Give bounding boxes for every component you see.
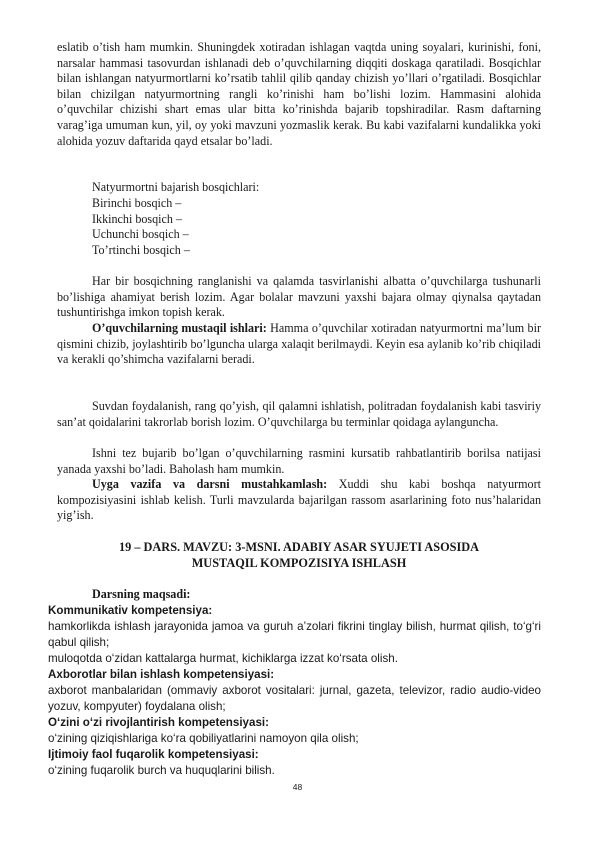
lesson-title-line1: 19 – DARS. MAVZU: 3-MSNI. ADABIY ASAR SYUJETI ASOSIDA <box>118 540 480 554</box>
information-competence-item: axborot manbalaridan (ommaviy axborot vositalari: jurnal, gazeta, televizor, radio audio-video yozuv, kompyuter) foydalana olish; <box>48 684 541 713</box>
homework-label: Uyga vazifa va darsni mustahkamlash: <box>92 477 328 491</box>
stages-heading: Natyurmortni bajarish bosqichlari: <box>92 180 260 194</box>
information-competence-heading: Axborotlar bilan ishlash kompetensiyasi: <box>48 668 275 681</box>
lesson-title-line2: MUSTAQIL KOMPOZISIYA ISHLASH <box>191 556 407 570</box>
communicative-competence-item: hamkorlikda ishlash jarayonida jamoa va guruh a’zolari fikrini tinglay bilish, hurmat qilish, to‘g‘ri qabul qilish; <box>48 620 541 649</box>
page-number: 48 <box>292 782 303 792</box>
objectives-heading: Darsning maqsadi: <box>92 587 191 601</box>
civic-competence-heading: Ijtimoiy faol fuqarolik kompetensiyasi: <box>48 748 259 761</box>
stage-item: Uchunchi bosqich – <box>92 227 189 241</box>
stage-item: Ikkinchi bosqich – <box>92 212 183 226</box>
independent-work-label: O’quvchilarning mustaqil ishlari: <box>92 321 267 335</box>
stage-item: To’rtinchi bosqich – <box>92 243 190 257</box>
assessment-paragraph: Ishni tez bujarib bo’lgan o’quvchilarning rasmini kursatib rahbatlantirib borilsa natijasi yanada yaxshi bo’ladi. Baholash ham mumkin. <box>57 446 541 476</box>
independent-work-text: Hamma o’quvchilar xotiradan natyurmortni ma’lum bir qismini chizib, joylashtirib bo’lguncha ularga xalaqit berilmaydi. Keyin esa aylanib ko’rib chiqiladi va kerakli qo’shimcha vazifalarni beradi. <box>57 321 541 367</box>
stage-item: Birinchi bosqich – <box>92 196 182 210</box>
intro-paragraph: eslatib o’tish ham mumkin. Shuningdek xotiradan ishlagan vaqtda uning soyalari, kurinishi, foni, narsalar hammasi tasovurdan ishlanadi deb o’quvchilarning diqqiti doskaga qaratiladi. Bosqichlar bilan ishlangan natyurmortlarni ko’rsatib tahlil qilib qanday chizish yo’llari o’rgatiladi. Bosqichlar bilan chizilgan natyurmortning rangli ko’rinishi ham bo’lishi lozim. Hammasini alohida o’quvchilar chizishi shart emas ular bitta ko’rinishda bajarib topshiradilar. Rasm daftarning varag’iga umuman kun, yil, oy yoki mavzuni yozmaslik kerak. Bu kabi vazifalarni kundalikka yoki alohida yozuv daftarida qayd etsalar bo’ladi. <box>57 40 541 148</box>
homework-text: Xuddi shu kabi boshqa natyurmort kompozisiyasini ishlab kelish. Turli mavzularda bajarilgan rassom asarlarining foto nus’halaridan yig’ish. <box>57 477 541 523</box>
homework-paragraph <box>57 477 541 524</box>
self-development-competence-item: o‘zining qiziqishlariga ko‘ra qobiliyatlarini namoyon qila olish; <box>48 732 359 745</box>
communicative-competence-heading: Kommunikativ kompetensiya: <box>48 604 213 617</box>
self-development-competence-heading: O‘zini o‘zi rivojlantirish kompetensiyasi: <box>48 716 269 729</box>
civic-competence-item: o‘zining fuqarolik burch va huquqlarini bilish. <box>48 764 275 777</box>
communicative-competence-item: muloqotda o‘zidan kattalarga hurmat, kichiklarga izzat ko‘rsata olish. <box>48 652 398 665</box>
independent-work-paragraph <box>57 321 541 368</box>
watercolor-paragraph: Suvdan foydalanish, rang qo’yish, qil qalamni ishlatish, politradan foydalanish kabi tasviriy san’at qoidalarini takrorlab borish lozim. O’quvchilarga bu terminlar qoidaga aylanguncha. <box>57 399 541 429</box>
colors-paragraph: Har bir bosqichning ranglanishi va qalamda tasvirlanishi albatta o’quvchilarga tushunarli bo’lishiga ahamiyat berish lozim. Agar bolalar mavzuni yaxshi bajara olmay qiynalsa qaytadan tushuntirishga imkon topish kerak. <box>57 274 541 320</box>
